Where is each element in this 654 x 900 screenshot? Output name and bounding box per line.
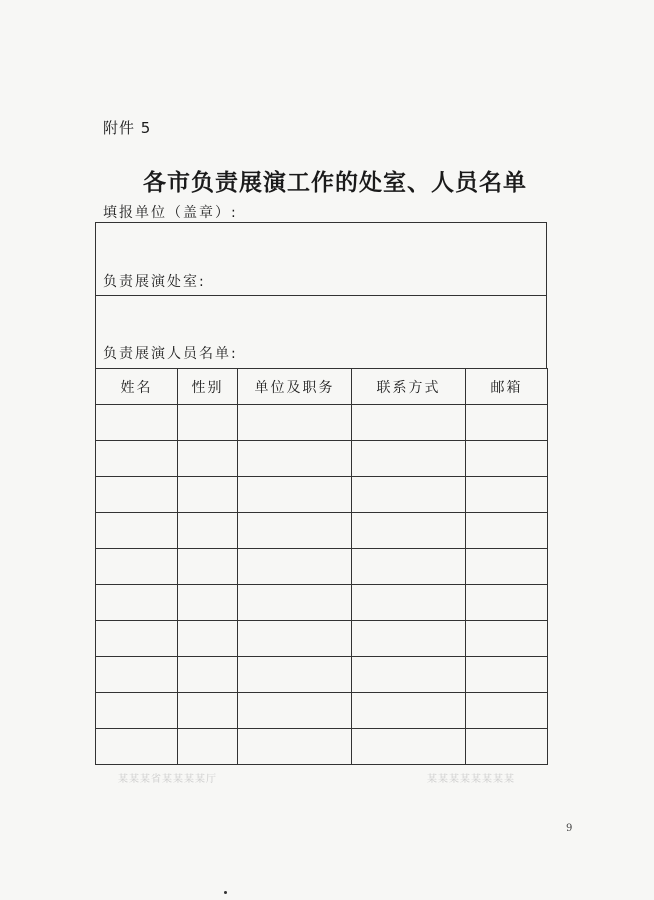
table-cell <box>96 477 178 513</box>
info-box <box>95 222 547 368</box>
table-cell <box>466 513 548 549</box>
table-cell <box>352 477 466 513</box>
table-cell <box>178 657 238 693</box>
table-cell <box>238 441 352 477</box>
table-cell <box>352 441 466 477</box>
table-cell <box>96 693 178 729</box>
table-cell <box>466 729 548 765</box>
table-row <box>96 657 548 693</box>
table-cell <box>96 441 178 477</box>
table-row <box>96 621 548 657</box>
table-cell <box>466 585 548 621</box>
table-cell <box>466 621 548 657</box>
table-cell <box>238 693 352 729</box>
table-cell <box>96 621 178 657</box>
table-cell <box>352 549 466 585</box>
table-cell <box>238 477 352 513</box>
filler-unit-label: 填报单位（盖章）: <box>103 205 238 221</box>
table-cell <box>238 513 352 549</box>
table-row <box>96 729 548 765</box>
personnel-label: 负责展演人员名单: <box>103 346 238 362</box>
attachment-label: 附件 5 <box>103 119 152 137</box>
table-cell <box>178 513 238 549</box>
table-cell <box>352 729 466 765</box>
table-cell <box>352 405 466 441</box>
header-gender: 性别 <box>178 369 238 405</box>
faint-footer-right: 某某某某某某某某 <box>427 774 515 785</box>
table-cell <box>178 585 238 621</box>
table-cell <box>238 585 352 621</box>
table-row <box>96 513 548 549</box>
table-cell <box>178 621 238 657</box>
table-cell <box>352 585 466 621</box>
table-cell <box>96 405 178 441</box>
table-row <box>96 585 548 621</box>
table-cell <box>238 621 352 657</box>
table-cell <box>96 513 178 549</box>
table-cell <box>238 657 352 693</box>
table-row <box>96 405 548 441</box>
table-cell <box>352 657 466 693</box>
header-unit-position: 单位及职务 <box>238 369 352 405</box>
table-header-row <box>96 369 548 405</box>
department-label: 负责展演处室: <box>103 274 206 290</box>
table-row <box>96 477 548 513</box>
table-row <box>96 549 548 585</box>
personnel-table <box>95 368 548 765</box>
table-body <box>96 405 548 765</box>
table-cell <box>178 441 238 477</box>
table-cell <box>238 549 352 585</box>
table-cell <box>352 621 466 657</box>
table-cell <box>238 729 352 765</box>
table-cell <box>466 477 548 513</box>
table-cell <box>466 693 548 729</box>
table-cell <box>178 549 238 585</box>
table-cell <box>178 729 238 765</box>
table-cell <box>178 477 238 513</box>
scan-speck <box>224 891 227 894</box>
box-divider <box>96 295 546 296</box>
table-cell <box>96 549 178 585</box>
table-cell <box>466 657 548 693</box>
table-cell <box>466 549 548 585</box>
header-contact: 联系方式 <box>352 369 466 405</box>
header-email: 邮箱 <box>466 369 548 405</box>
table-cell <box>352 693 466 729</box>
table-cell <box>96 657 178 693</box>
table-cell <box>96 729 178 765</box>
table-cell <box>466 441 548 477</box>
page-title: 各市负责展演工作的处室、人员名单 <box>143 169 527 196</box>
header-name: 姓名 <box>96 369 178 405</box>
table-row <box>96 441 548 477</box>
faint-footer-left: 某某某省某某某某厅 <box>118 774 217 785</box>
table-cell <box>352 513 466 549</box>
table-cell <box>178 405 238 441</box>
table-cell <box>466 405 548 441</box>
table-cell <box>238 405 352 441</box>
table-cell <box>178 693 238 729</box>
table-row <box>96 693 548 729</box>
page-number: 9 <box>566 823 573 834</box>
table-cell <box>96 585 178 621</box>
